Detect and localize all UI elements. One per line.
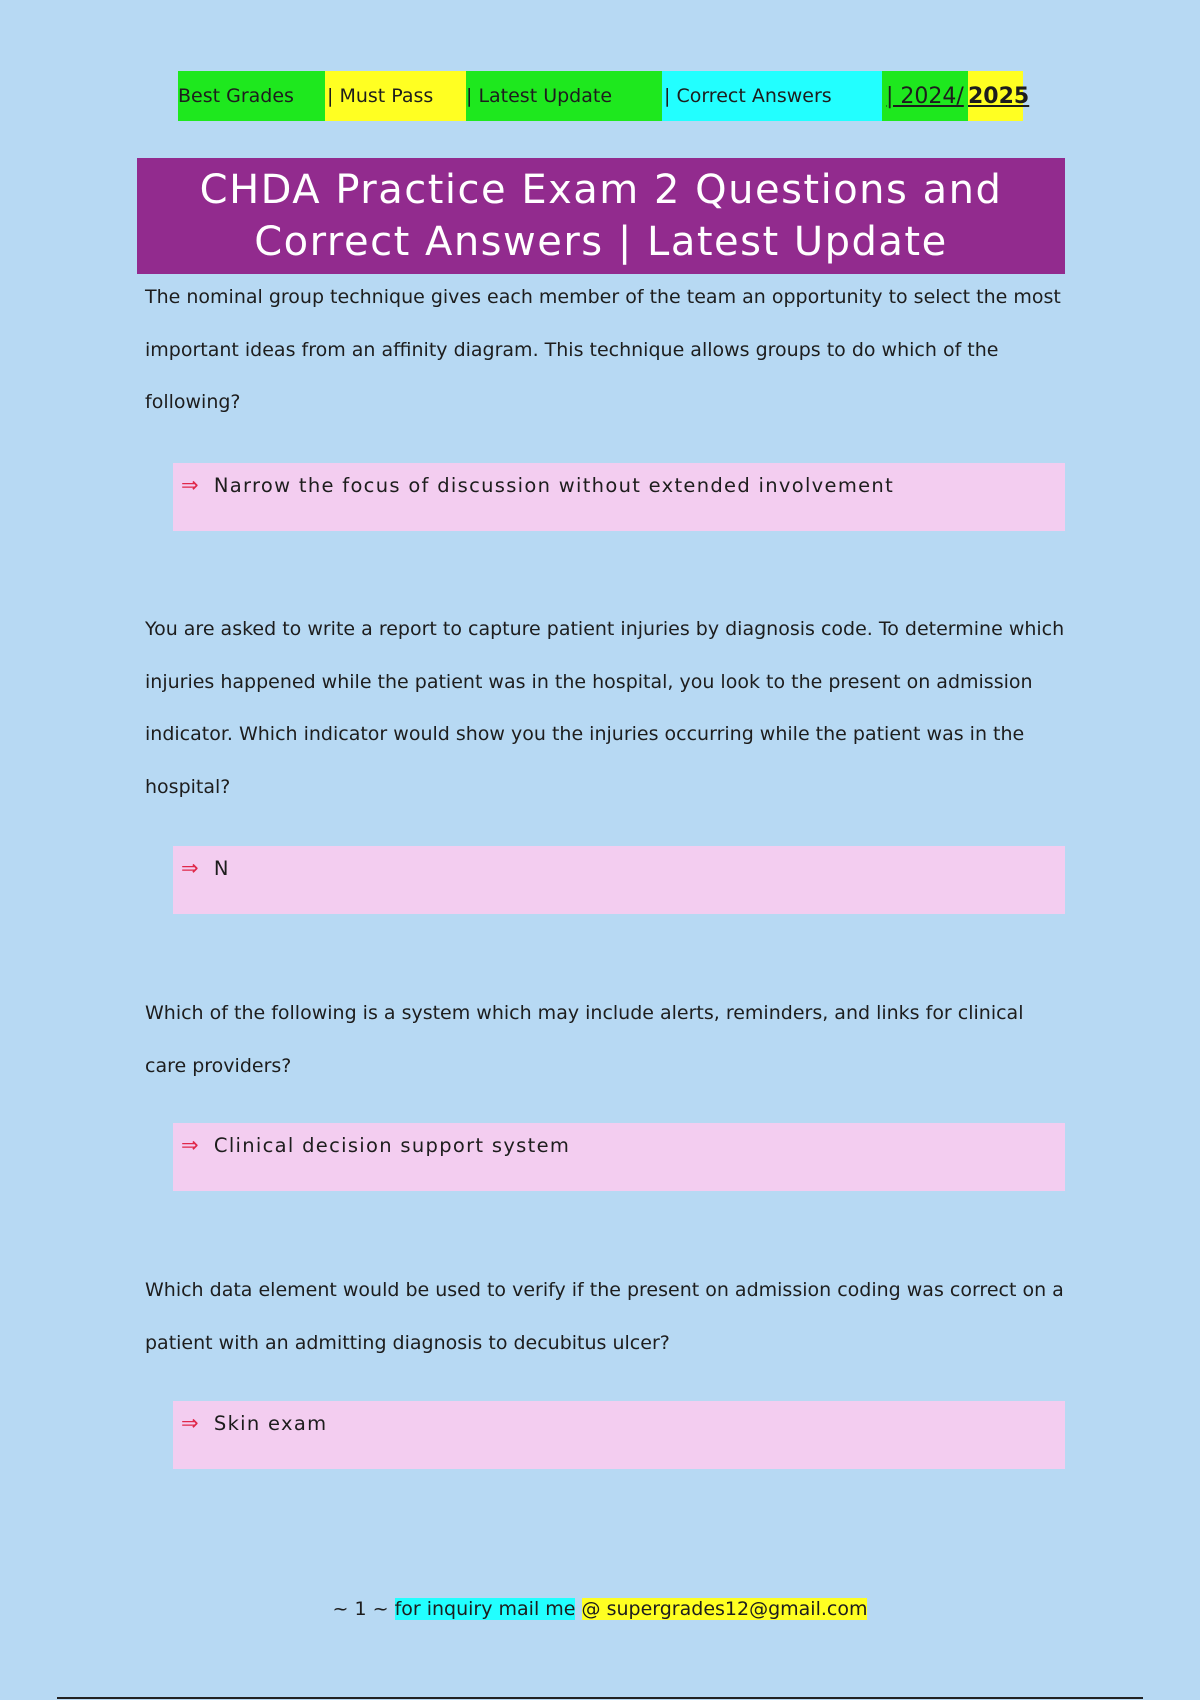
page-footer — [0, 1598, 1200, 1620]
arrow-right-icon: ⇒ — [181, 1411, 200, 1435]
tag-year-start: | 2024/ — [882, 71, 968, 121]
title-line-1: CHDA Practice Exam 2 Questions and — [199, 167, 1003, 213]
bottom-divider — [57, 1697, 1143, 1699]
arrow-right-icon: ⇒ — [181, 856, 200, 880]
answer-box — [173, 463, 1065, 531]
contact-email[interactable]: @ supergrades12@gmail.com — [581, 1598, 868, 1620]
question-text: The nominal group technique gives each member of the team an opportunity to select the most important ideas from an affinity diagram. This technique allows groups to do which of the following? — [145, 286, 1061, 413]
tag-best-grades: Best Grades — [178, 71, 325, 121]
answer-text: Skin exam — [213, 1412, 328, 1435]
page-number: ~ 1 ~ — [332, 1598, 389, 1620]
arrow-right-icon: ⇒ — [181, 473, 200, 497]
question-text: Which data element would be used to verify if the present on admission coding was correct on a patient with an admitting diagnosis to decubitus ulcer? — [145, 1279, 1064, 1354]
tag-year-end: 2025 — [968, 71, 1023, 121]
question-text: Which of the following is a system which may include alerts, reminders, and links for clinical care providers? — [145, 1002, 1024, 1077]
question-text: You are asked to write a report to capture patient injuries by diagnosis code. To determine which injuries happened while the patient was in the hospital, you look to the present on admission indicator. Which indicator would show you the injuries occurring while the patient was in the hospital? — [145, 618, 1065, 798]
answer-box — [173, 846, 1065, 914]
answer-text: Clinical decision support system — [213, 1134, 571, 1157]
answer-text: N — [213, 857, 230, 880]
arrow-right-icon: ⇒ — [181, 1133, 200, 1157]
answer-box — [173, 1401, 1065, 1469]
tag-must-pass: | Must Pass — [325, 71, 466, 121]
answer-box — [173, 1123, 1065, 1191]
inquiry-text: for inquiry mail me — [394, 1598, 576, 1620]
title-line-2: Correct Answers | Latest Update — [254, 219, 948, 265]
header-tag-bar — [178, 71, 1030, 121]
answer-text: Narrow the focus of discussion without extended involvement — [213, 474, 895, 497]
page-title — [137, 158, 1065, 274]
tag-correct-answers: | Correct Answers — [662, 71, 882, 121]
tag-latest-update: | Latest Update — [466, 71, 662, 121]
